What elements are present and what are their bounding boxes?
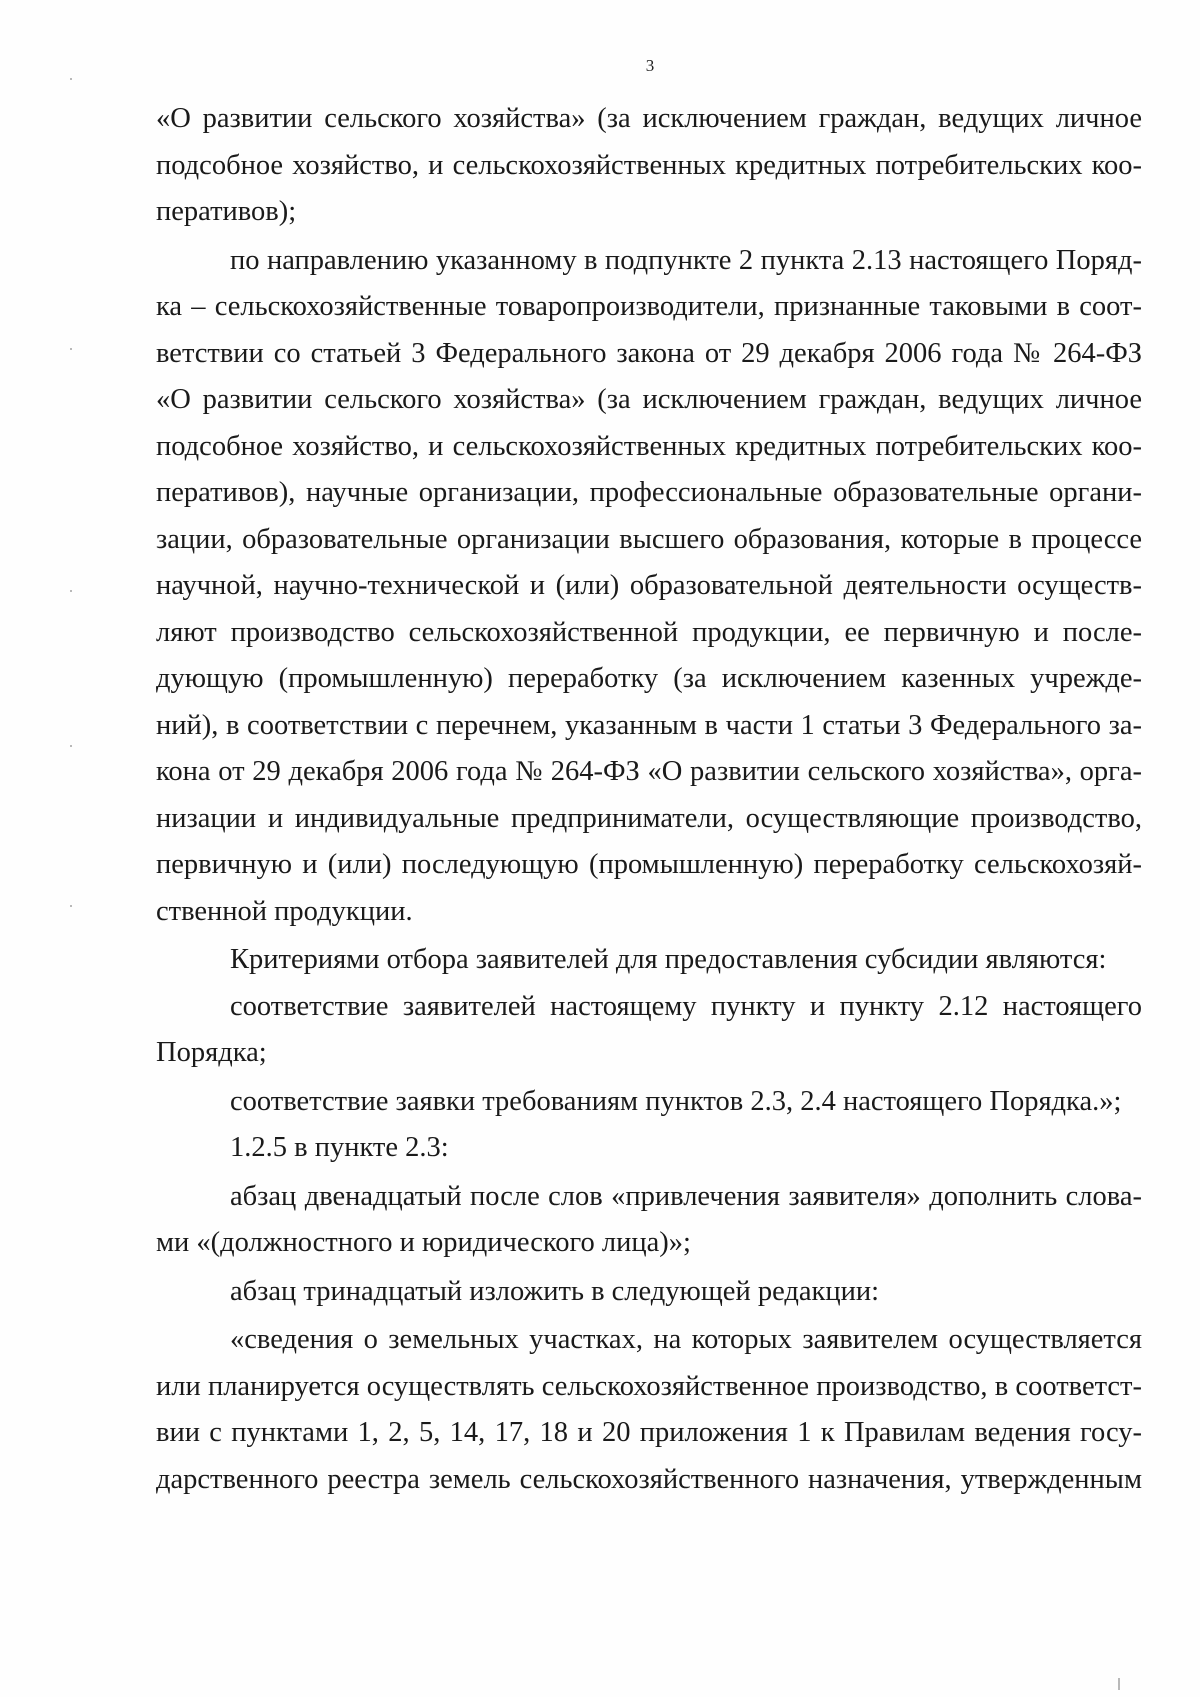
scan-mark <box>70 78 72 80</box>
document-body <box>156 96 1142 1503</box>
text-line: перативов); <box>156 196 297 227</box>
page-number: 3 <box>645 56 655 75</box>
scan-mark <box>1118 1678 1120 1690</box>
text-line: дарственного реестра земель сельскохозяйственного назначения, утвержденным <box>156 1463 1142 1495</box>
text-line: дующую (промышленную) переработку (за исключением казенных учрежде- <box>156 663 1142 694</box>
text-line: или планируется осуществлять сельскохозяйственное производство, в соответст- <box>156 1370 1142 1402</box>
text-line: подсобное хозяйство, и сельскохозяйственных кредитных потребительских коо- <box>156 149 1142 181</box>
scan-mark <box>70 745 72 747</box>
text-line: ми «(должностного и юридического лица)»; <box>156 1227 691 1258</box>
text-line: низации и индивидуальные предприниматели, осуществляющие производство, <box>156 802 1142 834</box>
text-line: зации, образовательные организации высшего образования, которые в процессе <box>156 523 1142 555</box>
scan-mark <box>70 590 72 592</box>
text-line: ний), в соответствии с перечнем, указанным в части 1 статьи 3 Федерального за- <box>156 709 1142 741</box>
text-line: «сведения о земельных участках, на которых заявителем осуществляется <box>230 1324 1142 1355</box>
text-line: научной, научно-технической и (или) образовательной деятельности осуществ- <box>156 570 1142 601</box>
text-line: абзац тринадцатый изложить в следующей редакции: <box>230 1275 880 1307</box>
text-line: «О развитии сельского хозяйства» (за исключением граждан, ведущих личное <box>156 384 1142 415</box>
text-line: абзац двенадцатый после слов «привлечения заявителя» дополнить слова- <box>230 1180 1142 1212</box>
text-line: 1.2.5 в пункте 2.3: <box>230 1132 449 1163</box>
text-line: первичную и (или) последующую (промышленную) переработку сельскохозяй- <box>156 849 1142 880</box>
text-line: Критериями отбора заявителей для предоставления субсидии являются: <box>230 944 1107 975</box>
text-line: перативов), научные организации, профессиональные образовательные органи- <box>156 477 1142 508</box>
text-line: по направлению указанному в подпункте 2 пункта 2.13 настоящего Поряд- <box>230 244 1142 276</box>
text-line: «О развитии сельского хозяйства» (за исключением граждан, ведущих личное <box>156 103 1142 134</box>
text-line: кона от 29 декабря 2006 года № 264-ФЗ «О развитии сельского хозяйства», орга- <box>156 756 1142 787</box>
text-line: ляют производство сельскохозяйственной продукции, ее первичную и после- <box>156 616 1142 648</box>
text-line: Порядка; <box>156 1037 267 1068</box>
text-line: соответствие заявки требованиям пунктов 2.3, 2.4 настоящего Порядка.»; <box>230 1085 1122 1117</box>
scan-mark <box>70 905 72 907</box>
text-line: соответствие заявителей настоящему пункту и пункту 2.12 настоящего <box>230 990 1142 1022</box>
text-line: вии с пунктами 1, 2, 5, 14, 17, 18 и 20 приложения 1 к Правилам ведения госу- <box>156 1417 1142 1448</box>
text-line: ственной продукции. <box>156 895 413 927</box>
text-line: ка – сельскохозяйственные товаропроизводители, признанные таковыми в соот- <box>156 291 1142 322</box>
text-line: ветствии со статьей 3 Федерального закона от 29 декабря 2006 года № 264-ФЗ <box>156 337 1142 369</box>
scan-mark <box>70 348 72 350</box>
text-line: подсобное хозяйство, и сельскохозяйственных кредитных потребительских коо- <box>156 430 1142 462</box>
